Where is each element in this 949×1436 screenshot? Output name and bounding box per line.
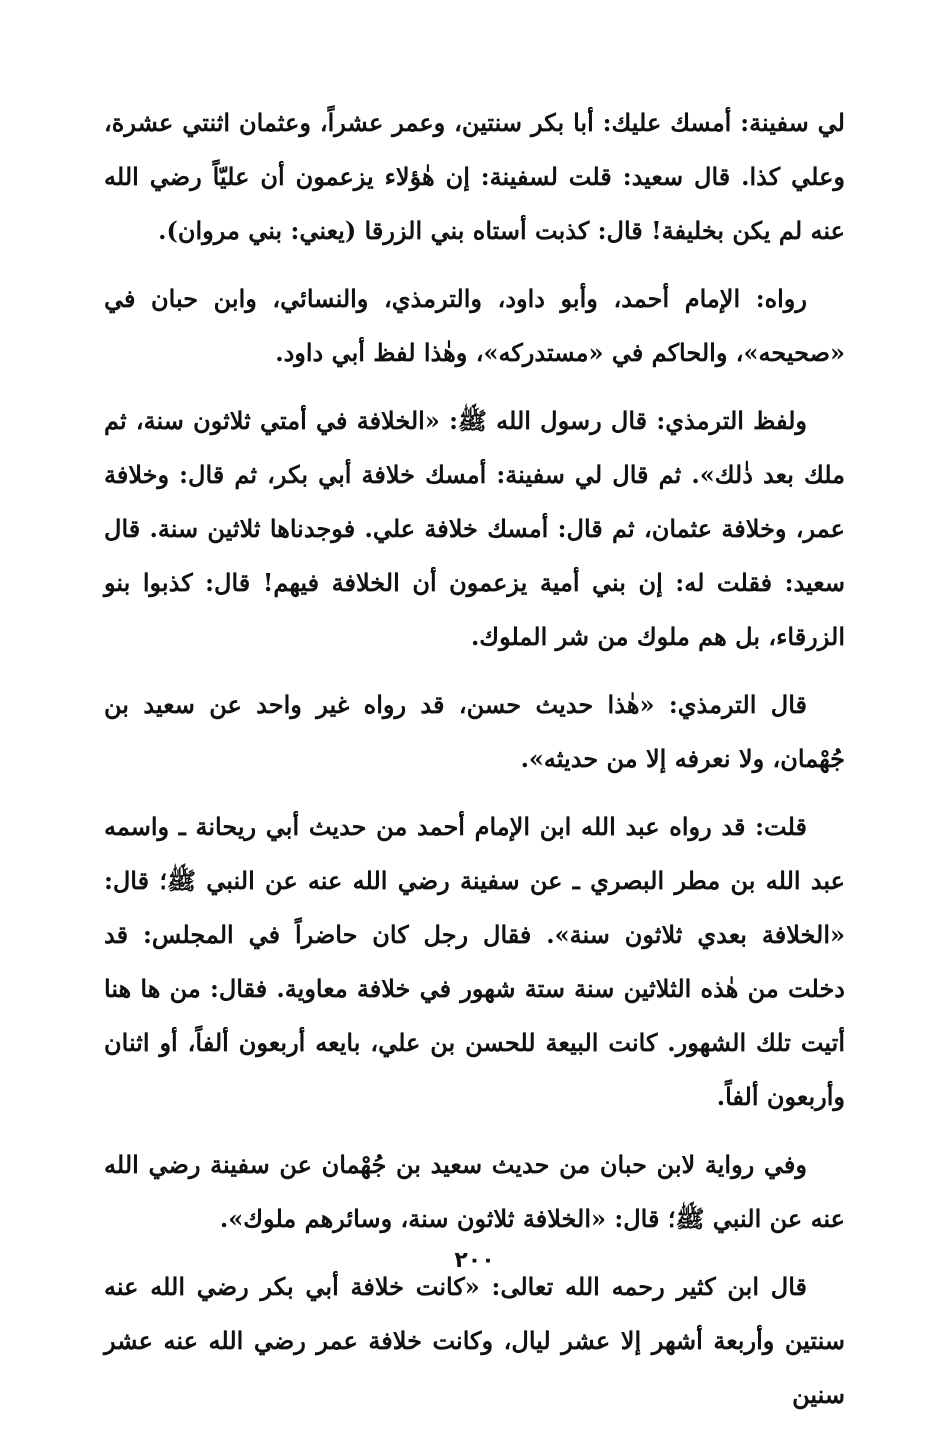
paragraph-2: رواه: الإمام أحمد، وأبو داود، والترمذي، والنسائي، وابن حبان في «صحيحه»، والحاكم في «مستدركه»، وهٰذا لفظ أبي داود. xyxy=(104,284,845,367)
paragraph-6: وفي رواية لابن حبان من حديث سعيد بن جُهْمان عن سفينة رضي الله عنه عن النبي ﷺ؛ قال: «الخلافة ثلاثون سنة، وسائرهم ملوك». xyxy=(104,1150,845,1233)
paragraph-4: قال الترمذي: «هٰذا حديث حسن، قد رواه غير واحد عن سعيد بن جُهْمان، ولا نعرفه إلا من حديثه». xyxy=(104,690,845,773)
paragraph-7: قال ابن كثير رحمه الله تعالى: «كانت خلافة أبي بكر رضي الله عنه سنتين وأربعة أشهر إلا عشر ليال، وكانت خلافة عمر رضي الله عنه عشر سنين xyxy=(104,1272,845,1409)
page-body xyxy=(104,96,845,1436)
paragraph-5: قلت: قد رواه عبد الله ابن الإمام أحمد من حديث أبي ريحانة ـ واسمه عبد الله بن مطر البصري ـ عن سفينة رضي الله عنه عن النبي ﷺ؛ قال: «الخلافة بعدي ثلاثون سنة». فقال رجل كان حاضراً في المجلس: قد دخلت من هٰذه الثلاثين سنة ستة شهور في خلافة معاوية. فقال: من ها هنا أتيت تلك الشهور. كانت البيعة للحسن بن علي، بايعه أربعون ألفاً، أو اثنان وأربعون ألفاً. xyxy=(104,812,845,1111)
paragraph-3: ولفظ الترمذي: قال رسول الله ﷺ: «الخلافة في أمتي ثلاثون سنة، ثم ملك بعد ذٰلك». ثم قال لي سفينة: أمسك خلافة أبي بكر، ثم قال: وخلافة عمر، وخلافة عثمان، ثم قال: أمسك خلافة علي. فوجدناها ثلاثين سنة. قال سعيد: فقلت له: إن بني أمية يزعمون أن الخلافة فيهم! قال: كذبوا بنو الزرقاء، بل هم ملوك من شر الملوك. xyxy=(104,406,845,651)
page-number: ٢٠٠ xyxy=(454,1248,495,1273)
paragraph-1: لي سفينة: أمسك عليك: أبا بكر سنتين، وعمر عشراً، وعثمان اثنتي عشرة، وعلي كذا. قال سعيد: قلت لسفينة: إن هٰؤلاء يزعمون أن عليّاً رضي الله عنه لم يكن بخليفة! قال: كذبت أستاه بني الزرقا (يعني: بني مروان). xyxy=(104,108,845,245)
